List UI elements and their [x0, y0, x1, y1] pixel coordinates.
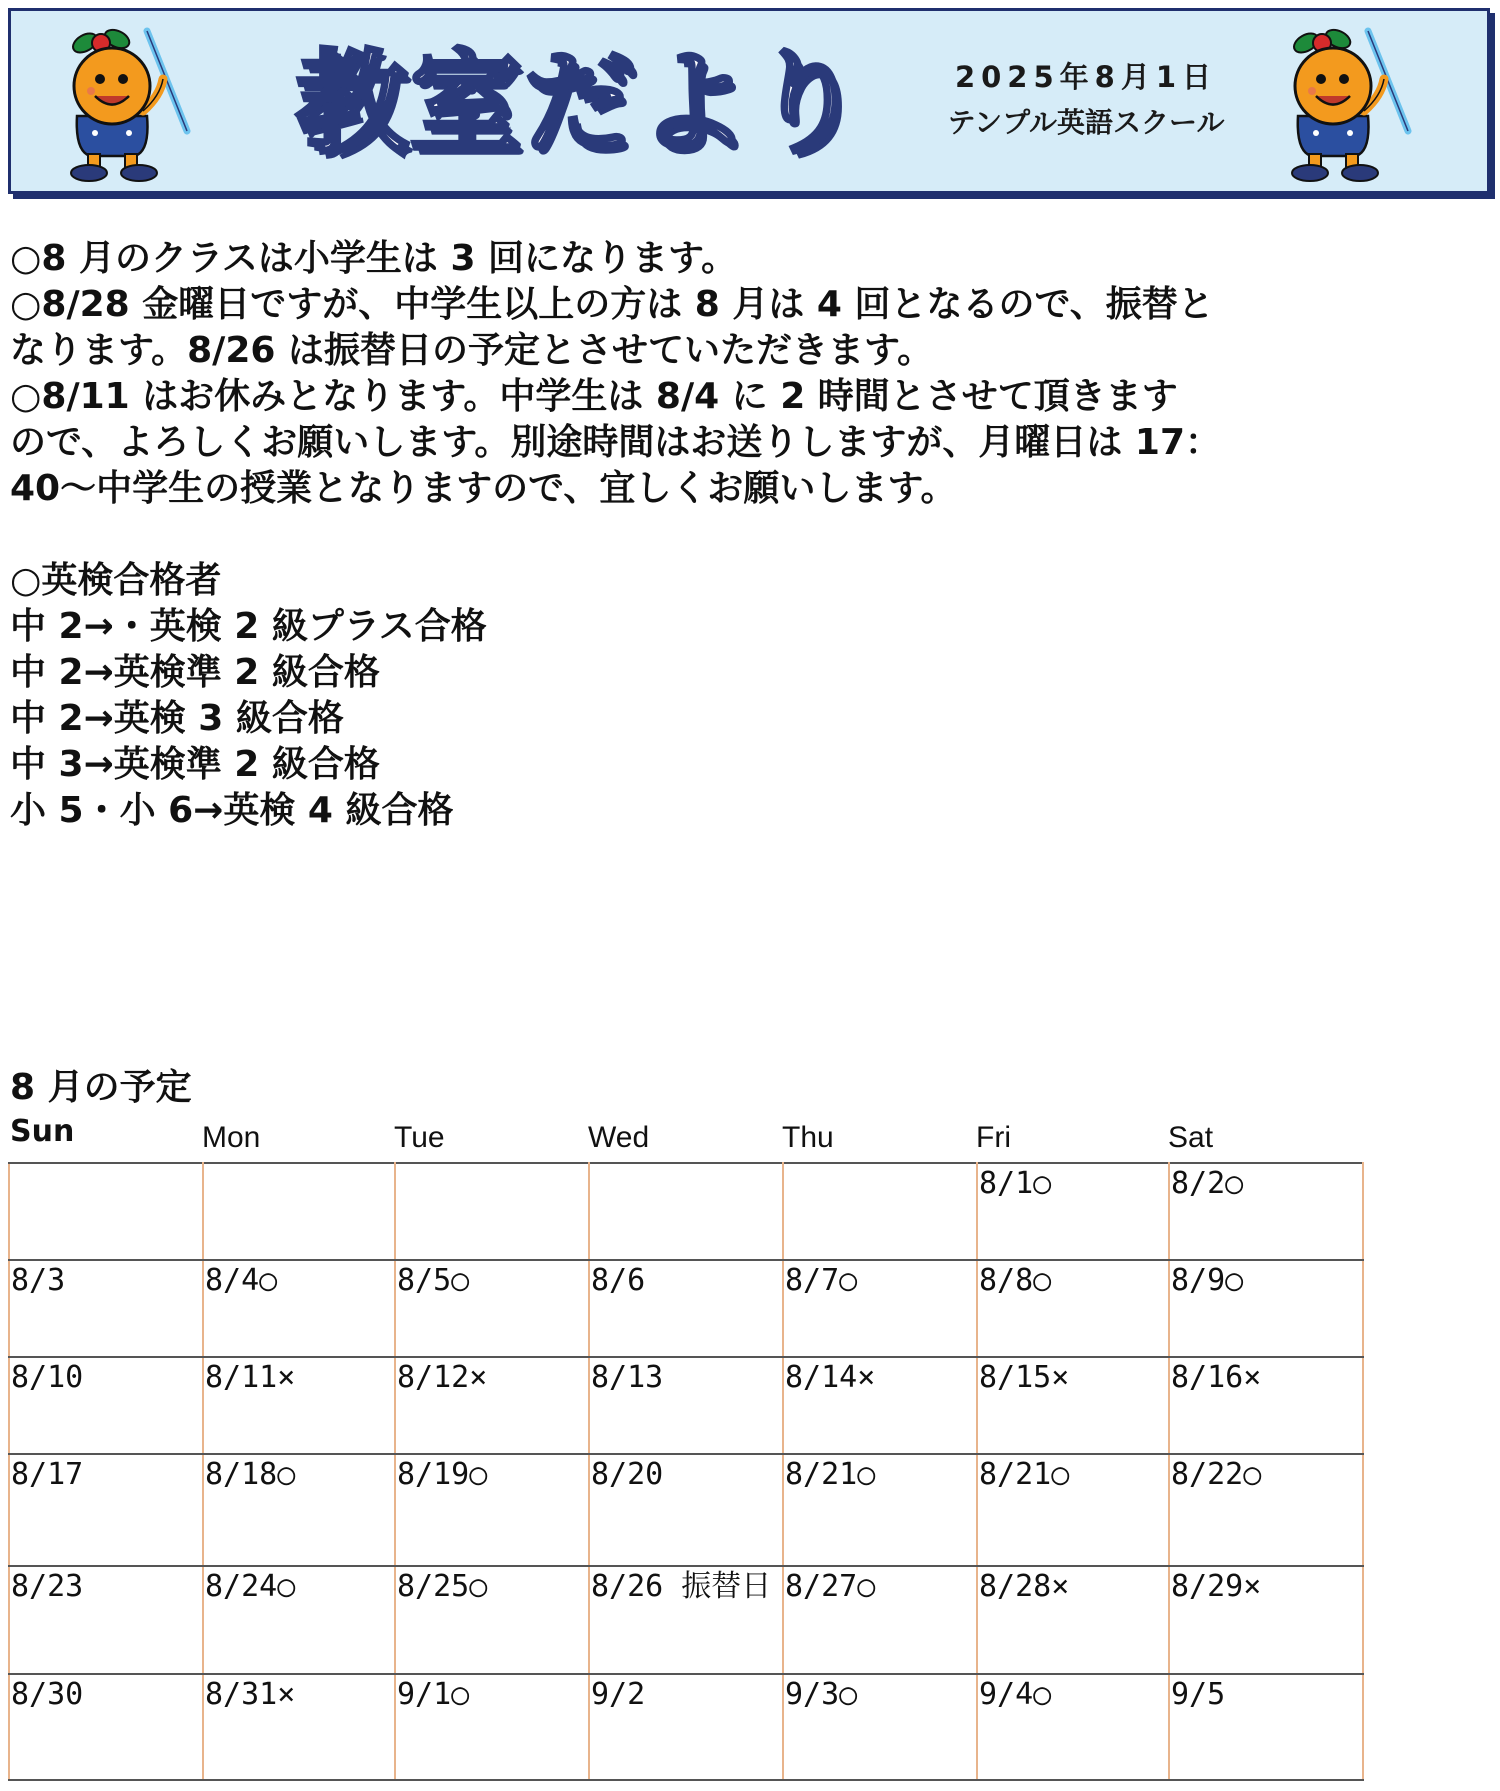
spacer — [10, 512, 1470, 558]
weekday-wed: Wed — [588, 1121, 650, 1154]
calendar-cell — [9, 1163, 203, 1260]
calendar-cell: 8/21○ — [783, 1454, 977, 1566]
weekday-mon: Mon — [202, 1121, 261, 1154]
calendar-cell — [589, 1163, 783, 1260]
calendar-cell: 8/30 — [9, 1674, 203, 1780]
calendar-cell: 8/8○ — [977, 1260, 1169, 1357]
calendar-cell: 8/31× — [203, 1674, 395, 1780]
calendar-cell: 8/19○ — [395, 1454, 589, 1566]
eiken-result: 中 2→英検準 2 級合格 — [10, 652, 380, 693]
calendar-cell — [203, 1163, 395, 1260]
calendar-cell: 8/2○ — [1169, 1163, 1363, 1260]
calendar-cell: 9/5 — [1169, 1674, 1363, 1780]
eiken-result: 中 2→・英検 2 級プラス合格 — [10, 606, 487, 647]
notice-line: 40～中学生の授業となりますので、宜しくお願いします。 — [10, 468, 957, 509]
calendar-week — [9, 1163, 1363, 1260]
weekday-header — [8, 1114, 1364, 1158]
schedule-title: 8 月の予定 — [10, 1067, 192, 1108]
eiken-result: 中 3→英検準 2 級合格 — [10, 744, 380, 785]
weekday-tue: Tue — [394, 1121, 445, 1154]
calendar-cell: 8/11× — [203, 1357, 395, 1454]
newsletter-date: 2025年8月1日 — [954, 60, 1218, 94]
orange-mascot-icon — [55, 21, 195, 186]
calendar-cell: 8/25○ — [395, 1566, 589, 1674]
orange-mascot-icon — [1276, 21, 1416, 186]
calendar-cell: 8/7○ — [783, 1260, 977, 1357]
calendar-cell — [783, 1163, 977, 1260]
calendar-cell: 8/15× — [977, 1357, 1169, 1454]
calendar-cell: 8/21○ — [977, 1454, 1169, 1566]
notice-line: なります。8/26 は振替日の予定とさせていただきます。 — [10, 330, 934, 371]
calendar-cell: 8/22○ — [1169, 1454, 1363, 1566]
calendar-cell: 8/16× — [1169, 1357, 1363, 1454]
calendar-cell: 8/29× — [1169, 1566, 1363, 1674]
calendar-week — [9, 1260, 1363, 1357]
calendar-cell: 8/13 — [589, 1357, 783, 1454]
calendar-cell: 9/1○ — [395, 1674, 589, 1780]
notice-line: ので、よろしくお願いします。別途時間はお送りしますが、月曜日は 17： — [10, 422, 1222, 463]
calendar-cell: 8/1○ — [977, 1163, 1169, 1260]
calendar-week — [9, 1674, 1363, 1780]
calendar-cell: 8/27○ — [783, 1566, 977, 1674]
calendar-cell: 8/28× — [977, 1566, 1169, 1674]
weekday-thu: Thu — [782, 1121, 834, 1154]
calendar-cell: 8/4○ — [203, 1260, 395, 1357]
calendar-cell: 9/3○ — [783, 1674, 977, 1780]
calendar-cell: 8/6 — [589, 1260, 783, 1357]
calendar-cell: 8/14× — [783, 1357, 977, 1454]
calendar-week — [9, 1454, 1363, 1566]
calendar-cell: 8/23 — [9, 1566, 203, 1674]
calendar-cell: 8/12× — [395, 1357, 589, 1454]
august-calendar — [8, 1162, 1364, 1781]
calendar-cell: 8/10 — [9, 1357, 203, 1454]
calendar-week — [9, 1357, 1363, 1454]
calendar-cell: 8/3 — [9, 1260, 203, 1357]
notice-line: ○8 月のクラスは小学生は 3 回になります。 — [10, 238, 738, 279]
calendar-cell — [395, 1163, 589, 1260]
notice-line: ○8/28 金曜日ですが、中学生以上の方は 8 月は 4 回となるので、振替と — [10, 284, 1214, 325]
weekday-sun: Sun — [10, 1114, 75, 1149]
weekday-fri: Fri — [976, 1121, 1011, 1154]
calendar-cell: 8/18○ — [203, 1454, 395, 1566]
eiken-result: 中 2→英検 3 級合格 — [10, 698, 344, 739]
calendar-cell: 8/17 — [9, 1454, 203, 1566]
notice-line: ○8/11 はお休みとなります。中学生は 8/4 に 2 時間とさせて頂きます — [10, 376, 1178, 417]
weekday-sat: Sat — [1168, 1121, 1214, 1154]
calendar-cell: 9/4○ — [977, 1674, 1169, 1780]
calendar-cell: 9/2 — [589, 1674, 783, 1780]
calendar-cell: 8/9○ — [1169, 1260, 1363, 1357]
eiken-result: 小 5・小 6→英検 4 級合格 — [10, 790, 454, 831]
banner-title: 教室だより — [296, 39, 866, 169]
notices-section — [10, 236, 1470, 834]
header-banner — [8, 8, 1490, 194]
calendar-cell: 8/20 — [589, 1454, 783, 1566]
calendar-week — [9, 1566, 1363, 1674]
eiken-heading: ○英検合格者 — [10, 560, 222, 601]
calendar-cell: 8/5○ — [395, 1260, 589, 1357]
calendar-cell: 8/26 振替日 — [589, 1566, 783, 1674]
school-name: テンプル英語スクール — [947, 106, 1225, 139]
calendar-cell: 8/24○ — [203, 1566, 395, 1674]
